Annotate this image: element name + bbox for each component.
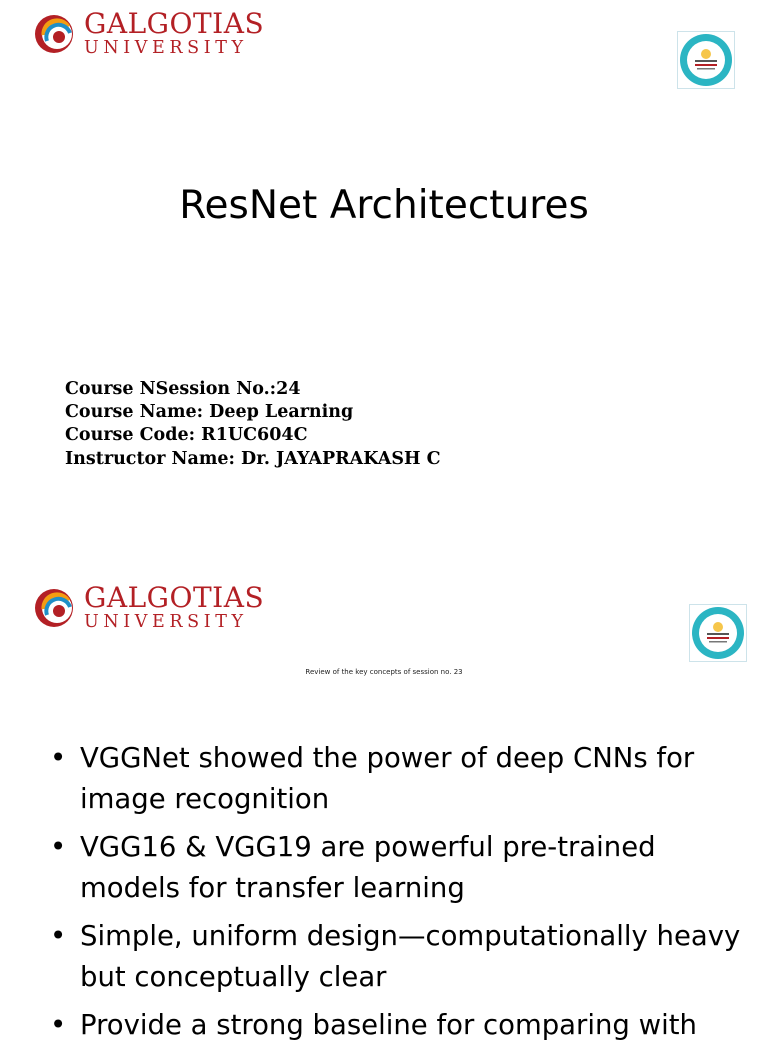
bullet-dot-icon: • [50,920,67,952]
qs-badge-icon [689,604,747,662]
university-logo [32,581,265,632]
list-item [46,1005,758,1046]
logo-name: GALGOTIAS [84,7,265,40]
logo-subtitle: UNIVERSITY [84,38,248,58]
qs-badge-icon [677,31,735,89]
university-logo-mark-icon [32,587,78,629]
bullet-dot-icon: • [50,831,67,863]
bullet-text: Provide a strong baseline for comparing with [80,1009,697,1041]
university-logo-mark-icon [32,13,78,55]
university-logo [32,7,265,58]
slide-title: ResNet Architectures [179,183,589,228]
slide-2 [0,560,768,1041]
bullet-list [46,738,758,1053]
bullet-dot-icon: • [50,742,67,774]
bullet-dot-icon: • [50,1009,67,1041]
logo-subtitle: UNIVERSITY [84,612,248,632]
bullet-text: VGG16 & VGG19 are powerful pre-trained models for transfer learning [80,831,656,904]
course-name: Course Name: Deep Learning [65,402,354,423]
list-item [46,916,758,998]
instructor-name: Instructor Name: Dr. JAYAPRAKASH C [65,448,441,469]
list-item [46,827,758,909]
list-item [46,738,758,820]
course-code: Course Code: R1UC604C [65,425,308,446]
logo-name: GALGOTIAS [84,581,265,614]
bullet-text: Simple, uniform design—computationally heavy but conceptually clear [80,920,741,993]
session-number: Course NSession No.:24 [65,379,301,399]
course-info [65,378,441,471]
review-heading: Review of the key concepts of session no. 23 [305,668,463,676]
bullet-text: VGGNet showed the power of deep CNNs for image recognition [80,742,695,815]
